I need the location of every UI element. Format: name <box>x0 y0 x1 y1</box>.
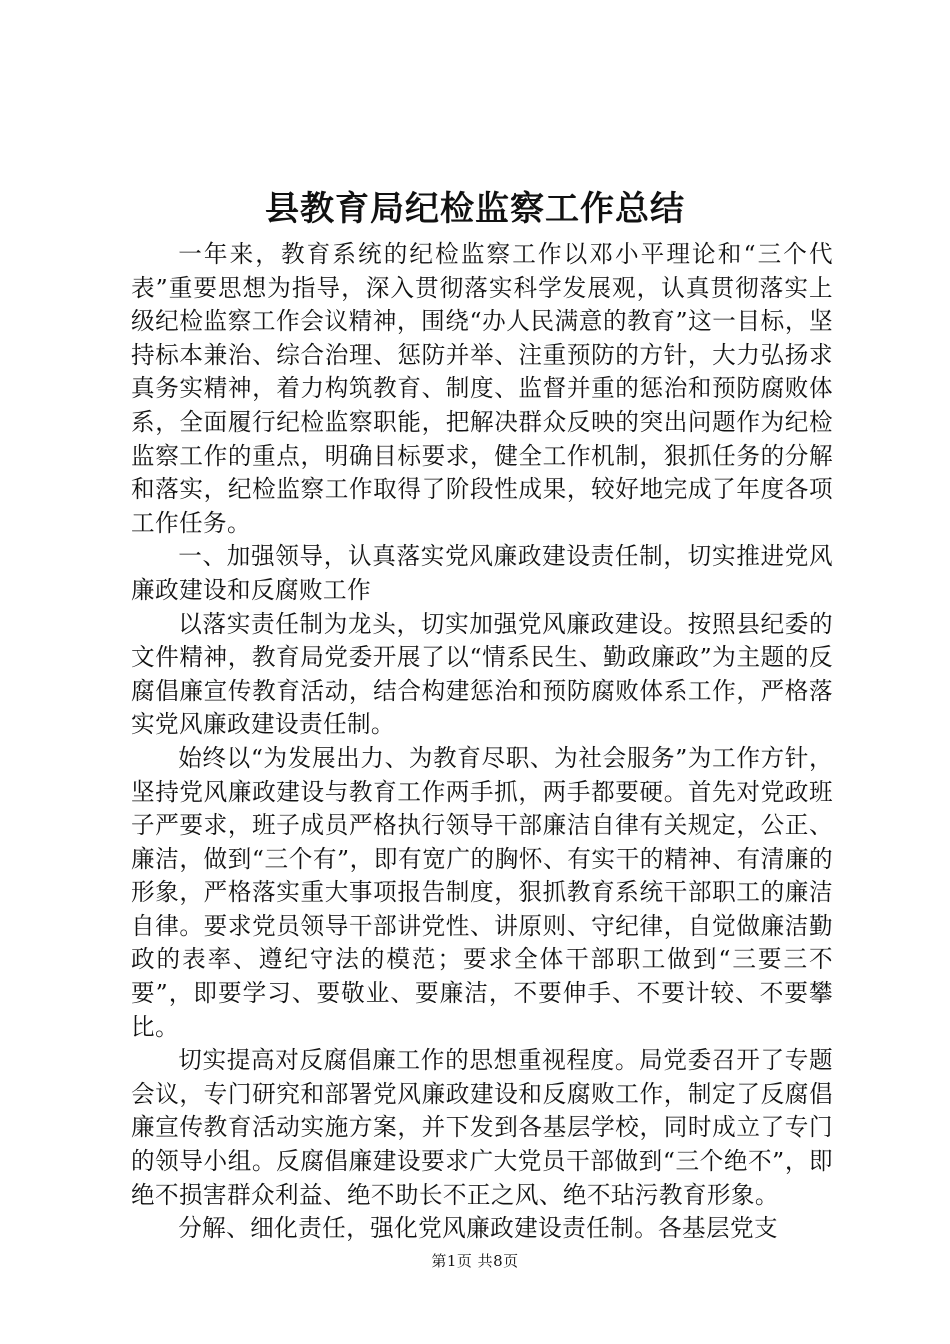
page-number-footer: 第1页 共8页 <box>431 1252 519 1270</box>
body-paragraph: 分解、细化责任，强化党风廉政建设责任制。各基层党支 <box>178 1214 779 1243</box>
body-paragraph: 以落实责任制为龙头，切实加强党风廉政建设。按照县纪委的文件精神，教育局党委开展了以“情系民生、勤政廉政”为主题的反腐倡廉宣传教育活动，结合构建惩治和预防腐败体系工作，严格落实党风廉政建设责任制。 <box>131 609 833 739</box>
document-body <box>131 238 833 1246</box>
document-title: 县教育局纪检监察工作总结 <box>265 189 685 229</box>
body-paragraph: 一年来，教育系统的纪检监察工作以邓小平理论和“三个代表”重要思想为指导，深入贯彻落实科学发展观，认真贯彻落实上级纪检监察工作会议精神，围绕“办人民满意的教育”这一目标，坚持标本兼治、综合治理、惩防并举、注重预防的方针，大力弘扬求真务实精神，着力构筑教育、制度、监督并重的惩治和预防腐败体系，全面履行纪检监察职能，把解决群众反映的突出问题作为纪检监察工作的重点，明确目标要求，健全工作机制，狠抓任务的分解和落实，纪检监察工作取得了阶段性成果，较好地完成了年度各项工作任务。 <box>131 240 833 537</box>
body-paragraph: 切实提高对反腐倡廉工作的思想重视程度。局党委召开了专题会议，专门研究和部署党风廉政建设和反腐败工作，制定了反腐倡廉宣传教育活动实施方案，并下发到各基层学校，同时成立了专门的领导小组。反腐倡廉建设要求广大党员干部做到“三个绝不”，即绝不损害群众利益、绝不助长不正之风、绝不玷污教育形象。 <box>131 1046 833 1209</box>
body-paragraph: 始终以“为发展出力、为教育尽职、为社会服务”为工作方针，坚持党风廉政建设与教育工作两手抓，两手都要硬。首先对党政班子严要求，班子成员严格执行领导干部廉洁自律有关规定，公正、廉洁，做到“三个有”，即有宽广的胸怀、有实干的精神、有清廉的形象，严格落实重大事项报告制度，狠抓教育系统干部职工的廉洁自律。要求党员领导干部讲党性、讲原则、守纪律，自觉做廉洁勤政的表率、遵纪守法的模范；要求全体干部职工做到“三要三不要”，即要学习、要敬业、要廉洁，不要伸手、不要计较、不要攀比。 <box>131 743 833 1041</box>
section-heading: 一、加强领导，认真落实党风廉政建设责任制，切实推进党风廉政建设和反腐败工作 <box>131 542 833 604</box>
